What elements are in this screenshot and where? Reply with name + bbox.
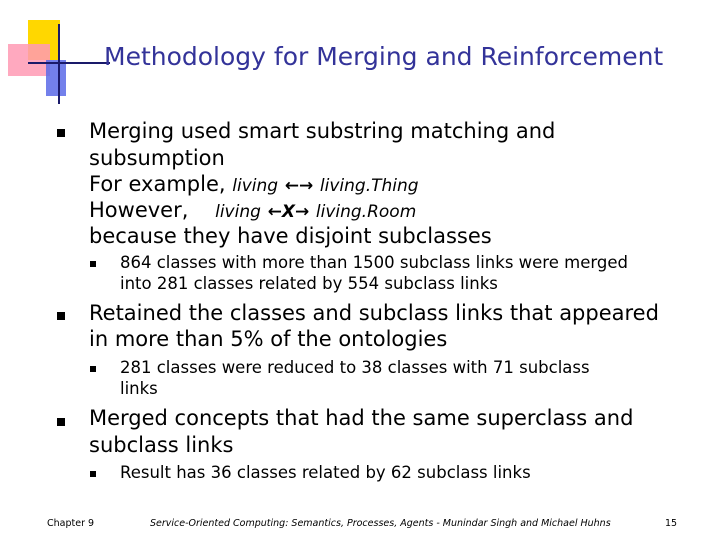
example-term-a: living [232,176,279,196]
bullet-1-example-line [89,171,419,200]
example-term-b: living.Thing [319,176,419,196]
example-prefix: For example, [89,172,226,196]
crossed-arrow-icon: ←X→ [267,202,310,222]
footer-citation: Service-Oriented Computing: Semantics, Processes, Agents - Munindar Singh and Michael Huhns [150,518,611,529]
logo-blue-square [46,60,66,96]
however-term-b: living.Room [315,202,417,222]
sub-bullet-marker [90,261,96,267]
however-term-a: living [215,202,261,222]
bullet-1-line-1: Merging used smart substring matching and [89,119,556,143]
bullet-2-line-1: Retained the classes and subclass links that appeared [89,301,659,325]
bullet-3-line-1: Merged concepts that had the same superclass and [89,406,634,430]
bullet-marker [57,418,65,426]
sub-bullet-3-line-1: Result has 36 classes related by 62 subclass links [120,463,531,482]
slide-title: Methodology for Merging and Reinforcement [104,42,664,71]
sub-bullet-2-line-1: 281 classes were reduced to 38 classes with 71 subclass [120,358,590,377]
bullet-marker [57,129,65,137]
however-prefix: However, [89,198,189,222]
sub-bullet-1-line-2: into 281 classes related by 554 subclass links [120,274,498,293]
sub-bullet-1-line-1: 864 classes with more than 1500 subclass links were merged [120,253,628,272]
bullet-1-line-2: subsumption [89,146,225,170]
bullet-marker [57,312,65,320]
sub-bullet-marker [90,366,96,372]
bullet-1-line-5: because they have disjoint subclasses [89,224,492,248]
bullet-2-line-2: in more than 5% of the ontologies [89,327,448,351]
sub-bullet-2-line-2: links [120,379,158,398]
sub-bullet-marker [90,471,96,477]
logo-pink-square [8,44,50,76]
footer-page-number: 15 [665,518,678,529]
slide-logo-graphic [0,0,110,110]
bidirectional-arrow-icon: ←→ [284,176,314,196]
footer-chapter: Chapter 9 [47,518,95,529]
bullet-3-line-2: subclass links [89,433,234,457]
logo-vertical-line [58,24,60,104]
bullet-1-however-line [89,197,416,226]
logo-horizontal-line [28,62,110,64]
